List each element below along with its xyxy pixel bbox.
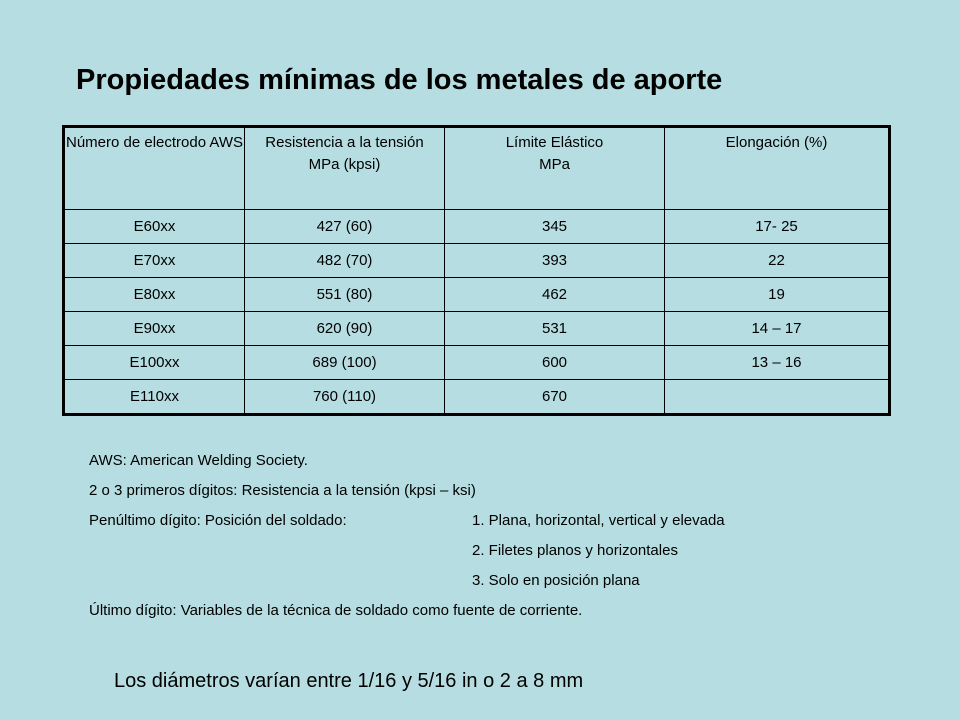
header-yield-label: Límite Elástico bbox=[505, 134, 604, 151]
note-position-1: 1. Plana, horizontal, vertical y elevada bbox=[472, 512, 725, 529]
cell-elongation: 13 – 16 bbox=[665, 346, 890, 380]
note-position-row-3 bbox=[89, 566, 640, 596]
cell-electrode: E110xx bbox=[64, 380, 245, 415]
cell-tensile: 620 (90) bbox=[245, 312, 445, 346]
table-row bbox=[64, 210, 890, 244]
cell-electrode: E80xx bbox=[64, 278, 245, 312]
cell-tensile: 551 (80) bbox=[245, 278, 445, 312]
cell-yield: 345 bbox=[445, 210, 665, 244]
note-penultimate bbox=[89, 506, 725, 536]
cell-elongation bbox=[665, 380, 890, 415]
notes-section bbox=[89, 446, 725, 626]
cell-yield: 600 bbox=[445, 346, 665, 380]
cell-tensile: 760 (110) bbox=[245, 380, 445, 415]
note-position-2: 2. Filetes planos y horizontales bbox=[472, 542, 678, 559]
cell-electrode: E90xx bbox=[64, 312, 245, 346]
cell-yield: 670 bbox=[445, 380, 665, 415]
header-electrode bbox=[64, 127, 245, 210]
properties-table bbox=[62, 125, 891, 416]
note-last-digit: Último dígito: Variables de la técnica de soldado como fuente de corriente. bbox=[89, 602, 583, 619]
note-digits: 2 o 3 primeros dígitos: Resistencia a la tensión (kpsi – ksi) bbox=[89, 482, 476, 499]
cell-elongation: 14 – 17 bbox=[665, 312, 890, 346]
cell-elongation: 17- 25 bbox=[665, 210, 890, 244]
diameter-note: Los diámetros varían entre 1/16 y 5/16 in o 2 a 8 mm bbox=[114, 670, 584, 692]
header-elongation-label: Elongación (%) bbox=[725, 134, 828, 151]
cell-tensile: 689 (100) bbox=[245, 346, 445, 380]
cell-yield: 462 bbox=[445, 278, 665, 312]
header-tensile-strength bbox=[245, 127, 445, 210]
cell-elongation: 22 bbox=[665, 244, 890, 278]
cell-tensile: 427 (60) bbox=[245, 210, 445, 244]
table-row bbox=[64, 278, 890, 312]
table-row bbox=[64, 312, 890, 346]
table-row bbox=[64, 244, 890, 278]
table-header-row bbox=[64, 127, 890, 210]
cell-yield: 393 bbox=[445, 244, 665, 278]
table-row bbox=[64, 380, 890, 415]
page-title: Propiedades mínimas de los metales de aporte bbox=[76, 64, 723, 96]
cell-electrode: E70xx bbox=[64, 244, 245, 278]
header-yield-strength bbox=[445, 127, 665, 210]
cell-elongation: 19 bbox=[665, 278, 890, 312]
note-aws: AWS: American Welding Society. bbox=[89, 452, 308, 469]
note-position-3: 3. Solo en posición plana bbox=[472, 572, 640, 589]
table-row bbox=[64, 346, 890, 380]
header-tensile-unit: MPa (kpsi) bbox=[308, 156, 381, 173]
cell-yield: 531 bbox=[445, 312, 665, 346]
header-electrode-label: Número de electrodo AWS bbox=[65, 134, 244, 151]
note-penultimate-label: Penúltimo dígito: Posición del soldado: bbox=[89, 512, 347, 529]
cell-tensile: 482 (70) bbox=[245, 244, 445, 278]
cell-electrode: E60xx bbox=[64, 210, 245, 244]
cell-electrode: E100xx bbox=[64, 346, 245, 380]
header-elongation bbox=[665, 127, 890, 210]
header-yield-unit: MPa bbox=[539, 156, 570, 173]
header-tensile-label: Resistencia a la tensión bbox=[265, 134, 424, 151]
note-position-row-2 bbox=[89, 536, 678, 566]
